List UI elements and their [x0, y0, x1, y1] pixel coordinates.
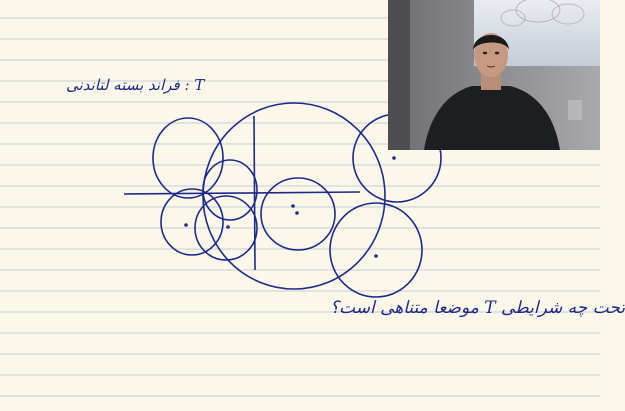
vertical-axis — [254, 116, 255, 270]
left-middle-circle — [203, 160, 257, 220]
lower-right-circle — [330, 203, 422, 297]
presenter-webcam — [388, 0, 600, 150]
horizontal-axis — [124, 192, 360, 194]
webcam-image — [388, 0, 600, 150]
handwritten-question: تحت چه شرایطی T موضعا متناهی است؟ — [330, 298, 625, 318]
handwritten-title: T : فراند بسته لتاندنی — [66, 76, 205, 94]
